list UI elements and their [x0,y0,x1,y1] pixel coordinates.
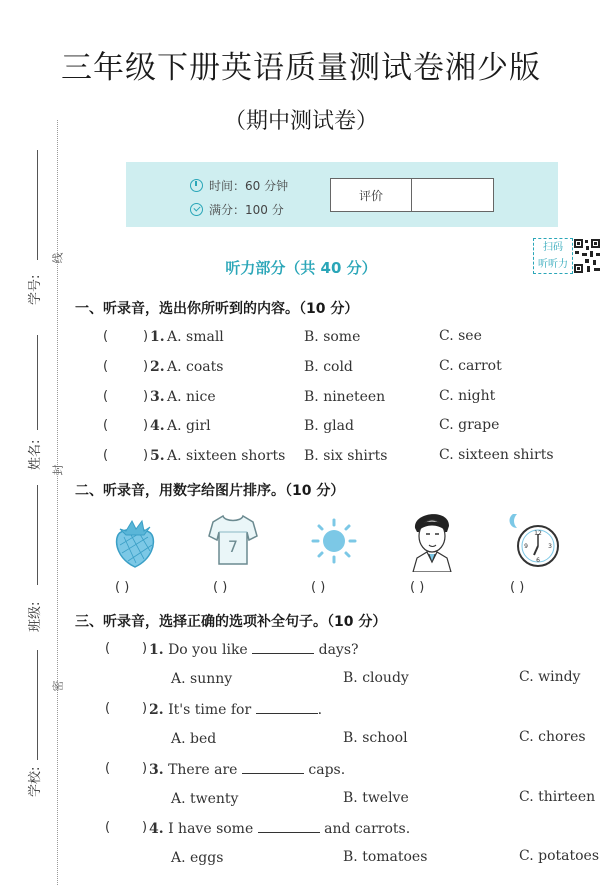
answer-blank[interactable] [252,641,314,654]
question-number: 3. [150,389,165,405]
strawberry-icon [110,515,160,571]
svg-text:12: 12 [534,530,542,537]
qr-label [533,238,573,274]
option-c: C. see [439,328,482,344]
part3-q1-option-a: A. sunny [171,671,233,687]
svg-text:6: 6 [536,557,540,564]
option-a: A. sixteen shorts [167,448,286,464]
sentence-start: Do you like [168,642,248,658]
answer-blank[interactable] [256,701,318,714]
qr-label-line1: 扫码 [543,242,563,253]
part3-q3-option-a: A. twenty [171,791,239,807]
student-number-label: 学号: [28,274,43,305]
answer-paren-close: ) [143,329,149,344]
option-c: C. night [439,388,496,404]
sentence-end: and carrots. [324,821,411,837]
part3-title: 三、听录音，选择正确的选项补全句子。（10 分） [75,614,387,630]
question-number: 5. [150,448,165,464]
question-number: 1. [150,329,165,345]
page-subtitle: （期中测试卷） [223,109,378,134]
evaluation-box [330,178,494,212]
option-c: C. carrot [439,358,502,374]
picture-answer-5[interactable]: ( ) [510,580,525,595]
student-number-field[interactable] [37,150,38,260]
answer-paren-close: ) [143,359,149,374]
svg-text:9: 9 [524,543,528,550]
part3-q4-option-a: A. eggs [171,850,224,866]
answer-paren-close: ) [142,641,148,656]
answer-paren-close: ) [143,389,149,404]
option-a: A. nice [167,389,216,405]
school-label: 学校: [28,766,43,797]
option-a: A. girl [167,418,211,434]
part3-q3-option-b: B. twelve [343,790,409,806]
tshirt-number: 7 [227,537,239,556]
question-number: 2. [149,702,164,718]
qr-label-line2: 听听力 [538,259,568,270]
option-b: B. some [304,329,361,345]
part3-q1-option-b: B. cloudy [343,670,409,686]
school-field[interactable] [37,650,38,760]
question-number: 4. [150,418,165,434]
answer-paren-open[interactable]: ( [105,701,111,716]
seal-mark: 封 [51,464,65,476]
option-b: B. six shirts [304,448,388,464]
name-label: 姓名: [28,439,43,470]
class-field[interactable] [37,485,38,585]
clock-icon [190,179,203,192]
page-title: 三年级下册英语质量测试卷湘少版 [61,50,541,86]
answer-paren-close: ) [142,761,148,776]
option-a: A. coats [167,359,224,375]
binding-dotted-line [57,120,58,885]
part3-q4-option-b: B. tomatoes [343,849,428,865]
answer-paren-open[interactable]: ( [103,329,109,344]
answer-paren-open[interactable]: ( [103,418,109,433]
picture-answer-1[interactable]: ( ) [115,580,130,595]
check-icon [190,203,203,216]
sentence-start: There are [168,762,238,778]
question-number: 2. [150,359,165,375]
class-label: 班级: [28,601,43,632]
score-label: 满分：100 分 [209,203,284,217]
option-c: C. sixteen shirts [439,447,554,463]
part3-q2-option-a: A. bed [171,731,217,747]
picture-answer-4[interactable]: ( ) [410,580,425,595]
option-c: C. grape [439,417,500,433]
time-info [190,177,288,194]
listening-heading: 听力部分（共 40 分） [225,259,377,277]
part3-q2-option-b: B. school [343,730,408,746]
name-field[interactable] [37,335,38,430]
sentence-end: caps. [308,762,346,778]
score-info [190,201,284,218]
answer-paren-close: ) [143,418,149,433]
answer-paren-open[interactable]: ( [105,820,111,835]
part3-q2-option-c: C. chores [519,729,586,745]
answer-blank[interactable] [242,761,304,774]
option-b: B. cold [304,359,353,375]
sun-icon [309,516,359,566]
sentence-start: It's time for [168,702,252,718]
option-b: B. nineteen [304,389,386,405]
option-b: B. glad [304,418,354,434]
answer-paren-close: ) [142,820,148,835]
svg-text:3: 3 [548,543,552,550]
part3-q4-option-c: C. potatoes [519,848,600,864]
tshirt-icon [207,512,259,568]
picture-answer-2[interactable]: ( ) [213,580,228,595]
time-label: 时间：60 分钟 [209,179,289,193]
question-number: 1. [149,642,164,658]
part2-title: 二、听录音，用数字给图片排序。（10 分） [75,483,345,499]
answer-paren-open[interactable]: ( [103,359,109,374]
qr-code-icon[interactable] [573,238,601,274]
part3-q1-option-c: C. windy [519,669,581,685]
fold-mark: 密 [51,680,65,692]
clock-icon [503,510,561,572]
sentence-end: days? [318,642,359,658]
line-mark: 线 [51,252,65,264]
sentence-end: . [317,702,323,718]
answer-blank[interactable] [258,820,320,833]
answer-paren-open[interactable]: ( [105,641,111,656]
answer-paren-open[interactable]: ( [103,448,109,463]
answer-paren-close: ) [142,701,148,716]
answer-paren-open[interactable]: ( [103,389,109,404]
question-number: 4. [149,821,164,837]
evaluation-label: 评价 [331,179,412,211]
man-icon [405,506,459,572]
picture-answer-3[interactable]: ( ) [311,580,326,595]
sentence-start: I have some [168,821,254,837]
answer-paren-open[interactable]: ( [105,761,111,776]
question-number: 3. [149,762,164,778]
answer-paren-close: ) [143,448,149,463]
part1-title: 一、听录音，选出你所听到的内容。（10 分） [75,301,359,317]
part3-q3-option-c: C. thirteen [519,789,596,805]
evaluation-field[interactable] [412,179,493,211]
option-a: A. small [167,329,224,345]
